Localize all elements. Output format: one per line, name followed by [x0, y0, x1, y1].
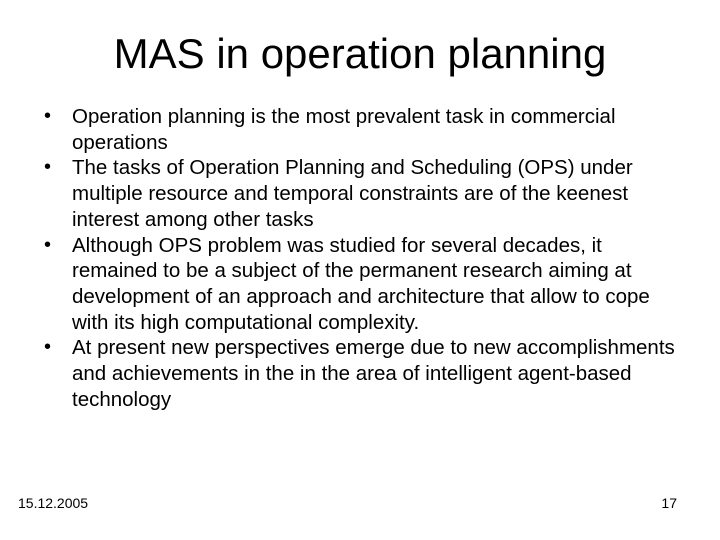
bullet-icon: • — [44, 233, 52, 256]
bullet-icon: • — [44, 336, 52, 359]
page-number: 17 — [661, 495, 677, 511]
bullet-icon: • — [44, 105, 52, 127]
bullet-list — [44, 104, 684, 412]
bullet-text: The tasks of Operation Planning and Scheduling (OPS) under multiple resource and temporal constraints are of the keenest interest among other tasks — [72, 156, 633, 231]
bullet-icon: • — [44, 156, 52, 179]
bullet-item — [44, 233, 684, 336]
bullet-text: Operation planning is the most prevalent task in commercial operations — [72, 105, 616, 154]
slide-title: MAS in operation planning — [113, 30, 607, 77]
bullet-item — [44, 335, 684, 412]
footer-date: 15.12.2005 — [18, 495, 89, 511]
bullet-text: At present new perspectives emerge due to new accomplishments and achievements in the in the area of intelligent agent-based technology — [72, 336, 675, 411]
bullet-text: Although OPS problem was studied for several decades, it remained to be a subject of the permanent research aiming at development of an approach and architecture that allow to cope with its high computational complexity. — [72, 233, 650, 334]
bullet-item — [44, 104, 684, 155]
bullet-item — [44, 155, 684, 232]
